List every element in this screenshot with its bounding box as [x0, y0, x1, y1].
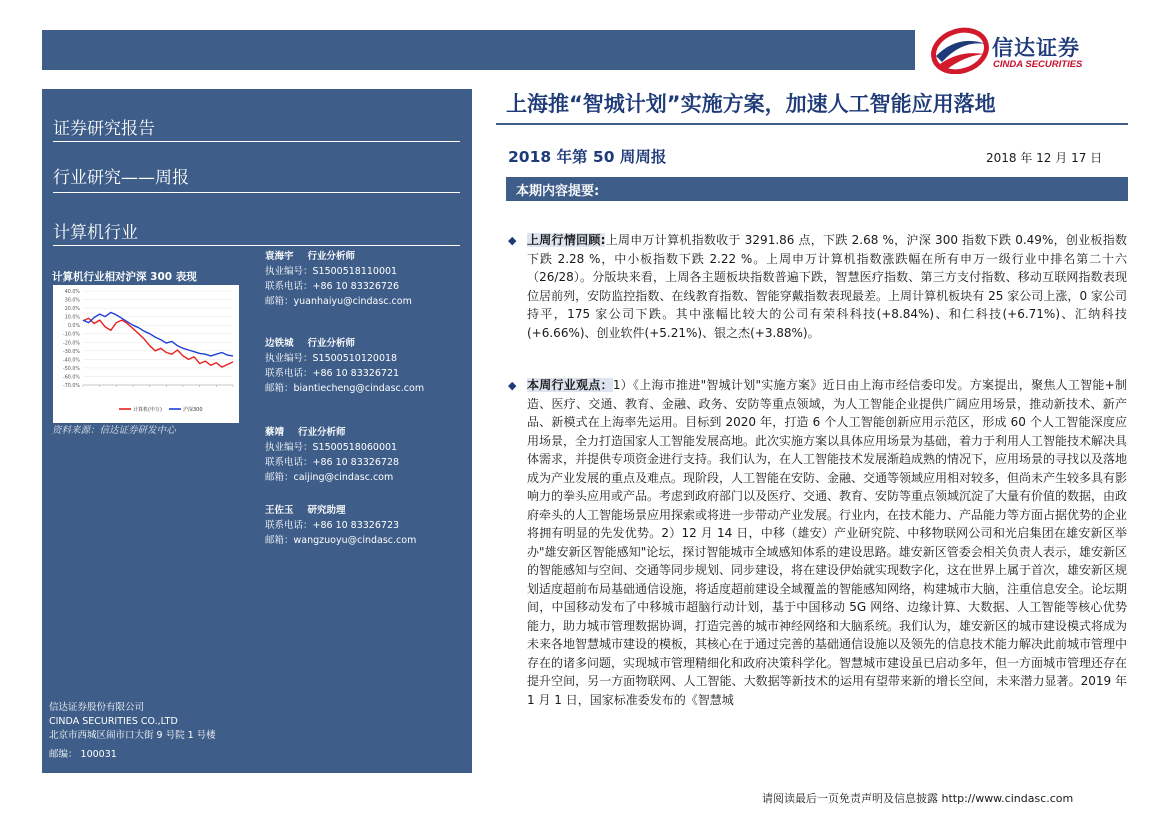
chart-source: 资料来源：信达证券研发中心 — [52, 425, 176, 436]
chart-y-tick-label: -20.0% — [63, 341, 80, 347]
chart-series-line — [83, 318, 233, 367]
chart-y-tick-label: -40.0% — [63, 358, 80, 364]
divider — [53, 141, 460, 142]
analyst-name: 王佐玉 — [265, 505, 294, 516]
logo-chinese-text: 信达证券 — [992, 36, 1080, 60]
sidebar — [42, 89, 472, 773]
logo-swoosh-icon — [930, 26, 990, 74]
company-address: 北京市西城区闹市口大街 9 号院 1 号楼 — [49, 730, 216, 741]
analyst-title: 行业分析师 — [307, 251, 356, 262]
market-review-paragraph — [527, 231, 1127, 342]
chart-legend-label: 沪深300 — [183, 407, 203, 413]
chart-legend-label: 计算机(申万) — [133, 407, 162, 413]
bullet-icon: ◆ — [508, 379, 517, 392]
analyst-cert: 执业编号：S1500510120018 — [265, 353, 398, 364]
header-bar — [42, 30, 915, 70]
analyst-name: 边铁城 — [265, 338, 294, 349]
industry-view-label: 本周行业观点： — [527, 378, 613, 392]
analyst-email[interactable]: 邮箱：wangzuoyu@cindasc.com — [265, 535, 417, 546]
performance-chart-svg — [53, 285, 239, 423]
analyst-phone: 联系电话：+86 10 83326726 — [265, 281, 400, 292]
industry-name: 计算机行业 — [53, 223, 138, 243]
analyst-card — [265, 249, 412, 309]
title-divider — [496, 123, 1128, 125]
analyst-title: 行业分析师 — [307, 338, 356, 349]
chart-caption: 计算机行业相对沪深 300 表现 — [52, 271, 197, 283]
analyst-phone: 联系电话：+86 10 83326723 — [265, 520, 400, 531]
company-logo — [930, 26, 1140, 76]
analyst-name: 袁海宇 — [265, 251, 294, 262]
analyst-card — [265, 503, 416, 548]
chart-y-tick-label: -10.0% — [63, 332, 80, 338]
analyst-cert: 执业编号：S1500518060001 — [265, 442, 398, 453]
report-subtitle: 2018 年第 50 周周报 — [508, 148, 667, 166]
report-category: 行业研究——周报 — [53, 168, 189, 188]
company-name-en: CINDA SECURITIES CO.,LTD — [49, 716, 178, 727]
report-date: 2018 年 12 月 17 日 — [986, 151, 1103, 165]
analyst-name: 蔡靖 — [265, 427, 285, 438]
analyst-card — [265, 425, 399, 485]
chart-y-tick-label: -50.0% — [63, 366, 80, 372]
chart-y-tick-label: 10.0% — [64, 315, 80, 321]
divider — [53, 245, 460, 246]
chart-y-tick-label: 0.0% — [67, 324, 80, 330]
market-review-text: 上周申万计算机指数收于 3291.86 点，下跌 2.68 %，沪深 300 指数下跌 0.49%，创业板指数下跌 2.28 %，中小板指数下跌 2.22 %。上周申万计算机指数涨跌幅在所有申万一级行业中排名第二十六（26/28）。分版块来看，上周各主题板块指数普遍下跌，智慧医疗指数、第三方支付指数、移动互联网指数表现位居前列，安防监控指数、在线教育指数、智能穿戴指数表现最差。上周计算机板块有 25 家公司上涨，0 家公司持平，175 家公司下跌。其中涨幅比较大的公司有荣科科技(+8.84%)、和仁科技(+6.71%)、汇纳科技(+6.66%)、创业软件(+5.21%)、银之杰(+3.88%)。 — [527, 233, 1127, 340]
divider — [53, 192, 460, 193]
analyst-email[interactable]: 邮箱：yuanhaiyu@cindasc.com — [265, 296, 412, 307]
report-type: 证券研究报告 — [53, 119, 155, 139]
chart-y-tick-label: -60.0% — [63, 375, 80, 381]
analyst-title: 研究助理 — [307, 505, 346, 516]
page-title: 上海推“智城计划”实施方案，加速人工智能应用落地 — [506, 92, 996, 116]
company-postal: 邮编： 100031 — [49, 749, 117, 760]
analyst-phone: 联系电话：+86 10 83326721 — [265, 368, 400, 379]
analyst-email[interactable]: 邮箱：biantiecheng@cindasc.com — [265, 383, 425, 394]
analyst-email[interactable]: 邮箱：caijing@cindasc.com — [265, 472, 394, 483]
industry-view-text: 1）《上海市推进"智城计划"实施方案》近日由上海市经信委印发。方案提出，聚焦人工智能+制造、医疗、交通、教育、金融、政务、安防等重点领域，为人工智能企业提供广阔应用场景，推动新技术、新产品、新模式在上海率先运用。目标到 2020 年，打造 6 个人工智能创新应用示范区，形成 60 个人工智能深度应用场景，全力打造国家人工智能发展高地。此次实施方案以具体应用场景为基础，着力于利用人工智能技术解决具体需求，并提供专项资金进行支持。我们认为，在人工智能技术发展渐趋成熟的情况下，应用场景的寻找以及落地成为产业发展的重点及难点。现阶段，人工智能在安防、金融、交通等领域应用相对较多，但尚未产生较多具有影响力的拳头应用或产品。考虑到政府部门以及医疗、交通、教育、安防等重点领域沉淀了大量有价值的数据，由政府牵头的人工智能场景应用探索或将进一步带动产业发展。行业内，在技术能力、产品能力等方面占据优势的企业将拥有明显的先发优势。2）12 月 14 日，中移（雄安）产业研究院、中移物联网公司和光启集团在雄安新区举办"雄安新区智能感知"论坛，探讨智能城市全域感知体系的建设思路。雄安新区管委会相关负责人表示，雄安新区的智能感知与空间、交通等同步规划、同步建设，将在建设伊始就实现数字化，这在世界上属于首次，雄安新区规划适度超前布局基础通信设施，将适度超前建设全域覆盖的智能感知网络，构建城市大脑，注重信息安全。论坛期间，中国移动发布了中移城市超脑行动计划，基于中国移动 5G 网络、边缘计算、大数据、人工智能等核心优势能力，助力城市管理数据协调，打造完善的城市神经网络和大脑系统。我们认为，雄安新区的城市建设模式将成为未来各地智慧城市建设的模板，其核心在于通过完善的基础通信设施以及领先的信息技术能力解决此前城市管理中存在的诸多问题，实现城市管理精细化和政府决策科学化。智慧城市建设虽已启动多年，但一方面城市管理还存在提升空间，另一方面物联网、人工智能、大数据等新技术的运用有望带来新的增长空间，未来潜力显著。2019 年 1 月 1 日，国家标准委发布的《智慧城 — [527, 378, 1128, 707]
analyst-cert: 执业编号：S1500518110001 — [265, 266, 398, 277]
performance-chart — [53, 285, 239, 423]
summary-header: 本期内容提要: — [506, 177, 1128, 201]
chart-y-tick-label: 30.0% — [64, 298, 80, 304]
industry-view-paragraph — [527, 376, 1127, 709]
logo-english-text: CINDA SECURITIES — [993, 59, 1083, 70]
chart-y-tick-label: -70.0% — [63, 384, 80, 389]
analyst-phone: 联系电话：+86 10 83326728 — [265, 457, 400, 468]
chart-y-tick-label: 20.0% — [64, 307, 80, 313]
chart-y-tick-label: -30.0% — [63, 349, 80, 355]
analyst-card — [265, 336, 424, 396]
chart-y-tick-label: 40.0% — [64, 290, 80, 295]
bullet-icon: ◆ — [508, 234, 517, 247]
company-name-cn: 信达证券股份有限公司 — [49, 702, 145, 713]
market-review-label: 上周行情回顾: — [527, 233, 606, 247]
footer-disclaimer[interactable]: 请阅读最后一页免责声明及信息披露 http://www.cindasc.com — [762, 792, 1074, 805]
company-info — [49, 701, 216, 762]
analyst-title: 行业分析师 — [298, 427, 346, 438]
